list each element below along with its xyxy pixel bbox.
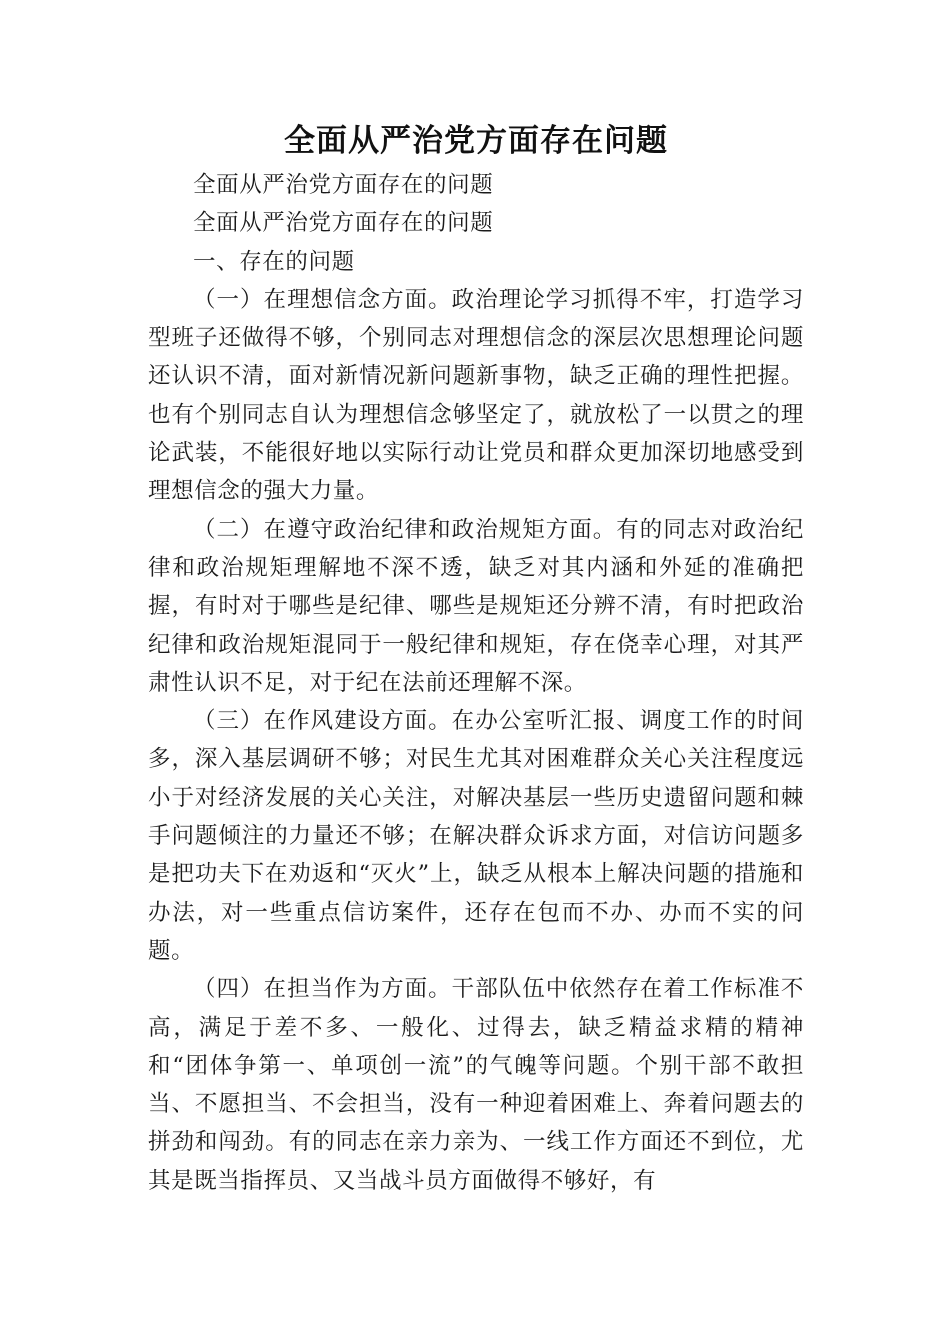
paragraph-ideals: （一）在理想信念方面。政治理论学习抓得不牢，打造学习型班子还做得不够，个别同志对理想信念的深层次思想理论问题还认识不清，面对新情况新问题新事物，缺乏正确的理性把握。也有个别同志自认为理想信念够坚定了，就放松了一以贯之的理论武装，不能很好地以实际行动让党员和群众更加深切地感受到理想信念的强大力量。 (148, 286, 804, 505)
subtitle-line-1: 全面从严治党方面存在的问题 (193, 172, 494, 198)
document-page (148, 116, 804, 1200)
paragraph-work-style: （三）在作风建设方面。在办公室听汇报、调度工作的时间多，深入基层调研不够；对民生尤其对困难群众关心关注程度远小于对经济发展的关心关注，对解决基层一些历史遗留问题和棘手问题倾注的力量还不够；在解决群众诉求方面，对信访问题多是把功夫下在劝返和“灭火”上，缺乏从根本上解决问题的措施和办法，对一些重点信访案件，还存在包而不办、办而不实的问题。 (148, 708, 804, 964)
document-title: 全面从严治党方面存在问题 (284, 123, 668, 159)
section-heading: 一、存在的问题 (193, 248, 355, 275)
paragraph-responsibility: （四）在担当作为方面。干部队伍中依然存在着工作标准不高，满足于差不多、一般化、过得去，缺乏精益求精的精神和“团体争第一、单项创一流”的气魄等问题。个别干部不敢担当、不愿担当、不会担当，没有一种迎着困难上、奔着问题去的拼劲和闯劲。有的同志在亲力亲为、一线工作方面还不到位，尤其是既当指挥员、又当战斗员方面做得不够好，有 (148, 976, 804, 1194)
subtitle-line-2: 全面从严治党方面存在的问题 (193, 210, 494, 237)
paragraph-discipline: （二）在遵守政治纪律和政治规矩方面。有的同志对政治纪律和政治规矩理解地不深不透，缺乏对其内涵和外延的准确把握，有时对于哪些是纪律、哪些是规矩还分辨不清，有时把政治纪律和政治规矩混同于一般纪律和规矩，存在侥幸心理，对其严肃性认识不足，对于纪在法前还理解不深。 (148, 516, 804, 696)
